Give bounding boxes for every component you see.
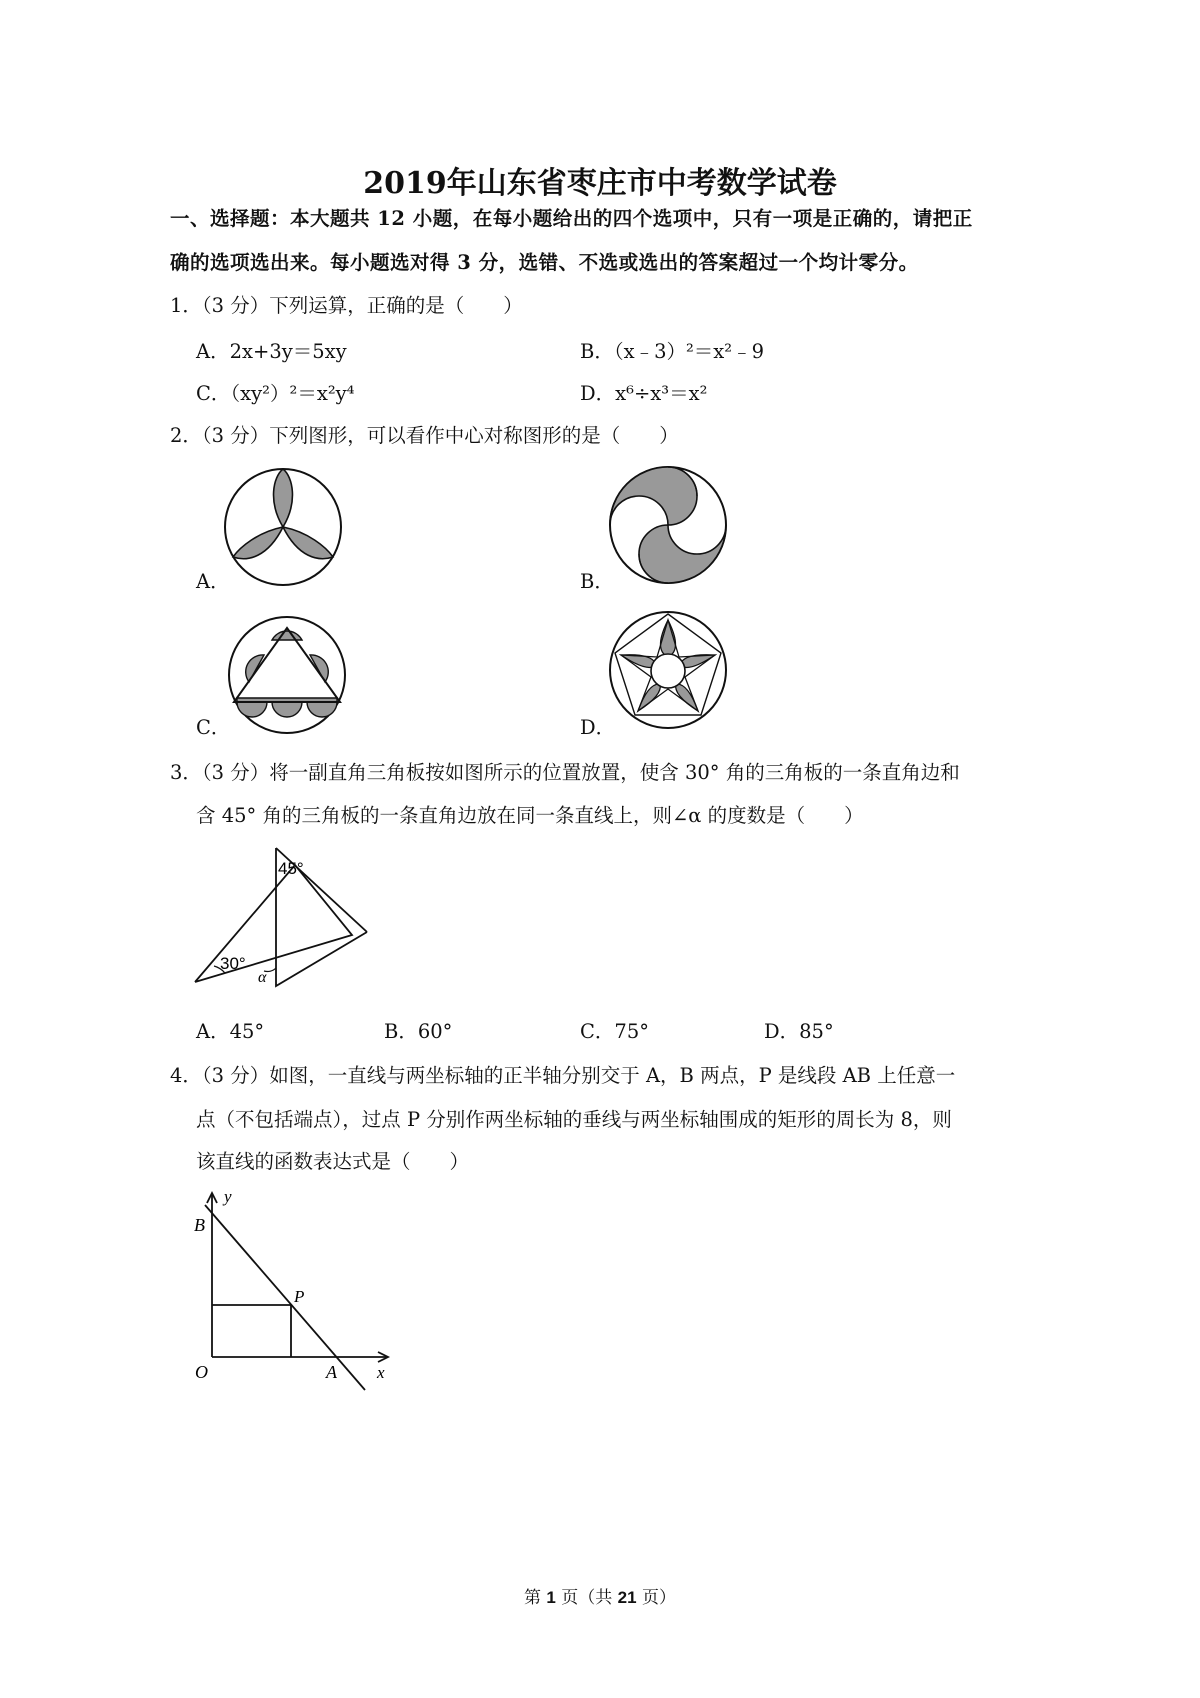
q3-stem-line2: 含 45° 角的三角板的一条直角边放在同一条直线上，则∠α 的度数是（ ） [196,804,864,827]
footer-page-number: 1 [546,1588,556,1607]
q2-label-c: C． [196,716,231,739]
q1-option-c: C．（xy²）²＝x²y⁴ [196,382,355,405]
q3-triangles-figure [190,840,380,990]
footer-suffix: 页） [642,1588,676,1608]
q1-option-b: B．（x﹣3）²＝x²﹣9 [580,340,765,363]
q2-label-a: A． [196,570,230,593]
q4-label-y: y [224,1187,232,1206]
footer-prefix: 第 [523,1588,541,1608]
q4-coordinate-figure [190,1185,400,1395]
q1-option-d: D．x⁶÷x³＝x² [580,382,708,405]
q4-label-a: A [326,1362,337,1382]
q4-stem-line1: 4．（3 分）如图，一直线与两坐标轴的正半轴分别交于 A，B 两点，P 是线段 AB 上任意一 [170,1064,956,1087]
section-heading-line2: 确的选项选出来。每小题选对得 3 分，选错、不选或选出的答案超过一个均计零分。 [170,251,919,274]
q1-option-a: A．2x+3y＝5xy [196,340,347,363]
q4-stem-line2: 点（不包括端点），过点 P 分别作两坐标轴的垂线与两坐标轴围成的矩形的周长为 8，则 [196,1108,952,1131]
footer-middle: 页（共 [561,1588,613,1608]
q1-stem: 1．（3 分）下列运算，正确的是（ ） [170,294,523,317]
q2-label-d: D． [580,716,616,739]
q3-option-b: B．60° [384,1020,453,1043]
q4-label-x: x [377,1363,385,1382]
q3-label-30: 30° [220,954,246,973]
page-title: 2019年山东省枣庄市中考数学试卷 [363,166,837,201]
q2-figure-d [603,605,733,735]
q3-option-c: C．75° [580,1020,649,1043]
footer-total-pages: 21 [617,1588,637,1607]
q4-stem-line3: 该直线的函数表达式是（ ） [196,1150,470,1173]
q3-stem-line1: 3．（3 分）将一副直角三角板按如图所示的位置放置，使含 30° 角的三角板的一条直角边和 [170,761,960,784]
section-heading-line1: 一、选择题：本大题共 12 小题，在每小题给出的四个选项中，只有一项是正确的，请把正 [170,207,973,230]
q2-label-b: B． [580,570,614,593]
q2-stem: 2．（3 分）下列图形，可以看作中心对称图形的是（ ） [170,424,679,447]
q3-label-45: 45° [278,859,304,878]
q4-label-b: B [194,1215,205,1235]
q3-option-d: D．85° [764,1020,834,1043]
q4-label-o: O [195,1362,208,1382]
q2-figure-c [222,610,352,740]
q3-option-a: A．45° [196,1020,265,1043]
q4-label-p: P [294,1287,305,1306]
q2-figure-a [218,462,348,592]
page-footer [0,1583,1200,1608]
q3-label-alpha: α [258,969,267,986]
q2-figure-b [603,460,733,590]
